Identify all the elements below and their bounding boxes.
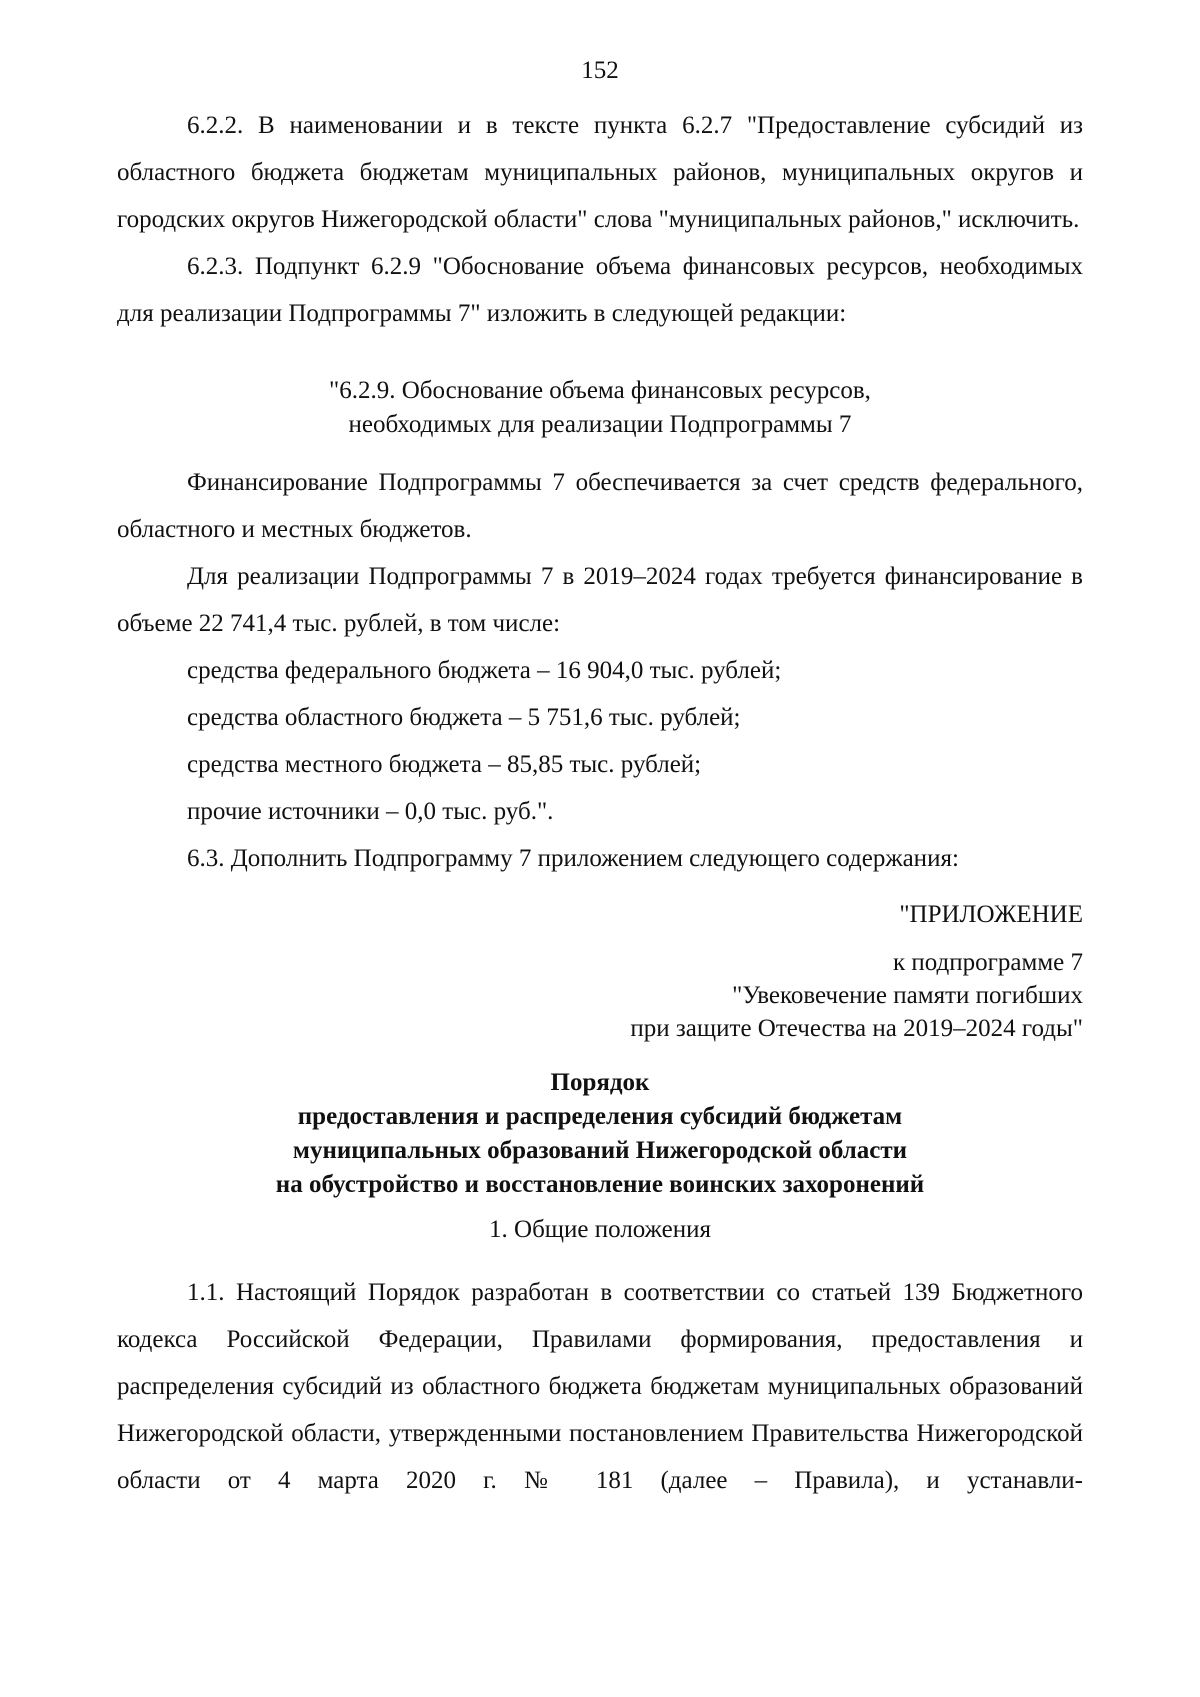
order-title-line-3: муниципальных образований Нижегородской области [292,1137,908,1164]
section-1-1-block [117,1269,1083,1504]
funding-item-regional: средства областного бюджета – 5 751,6 тыс. рублей; [187,704,741,731]
paragraph-total-funding: Для реализации Подпрограммы 7 в 2019–2024 годах требуется финансирование в объеме 22 741,4 тыс. рублей, в том числе: [117,563,1083,637]
quoted-heading [117,374,1083,442]
financing-block [117,459,1083,882]
paragraph-6-2-2: 6.2.2. В наименовании и в тексте пункта 6.2.7 "Предоставление субсидий из областного бюджета бюджетам муниципальных районов, муниципальных округов и городских округов Нижегородской области" слова "муниципальных районов," исключить. [117,112,1083,233]
quoted-heading-line-1: "6.2.9. Обоснование объема финансовых ресурсов, [329,377,871,404]
funding-item-other: прочие источники – 0,0 тыс. руб.". [187,798,554,825]
paragraph-6-2-3: 6.2.3. Подпункт 6.2.9 "Обоснование объема финансовых ресурсов, необходимых для реализации Подпрограммы 7" изложить в следующей редакции: [117,253,1083,327]
paragraph-financing: Финансирование Подпрограммы 7 обеспечивается за счет средств федерального, областного и местных бюджетов. [117,469,1083,543]
appendix-title: "ПРИЛОЖЕНИЕ [899,901,1083,928]
order-title-line-2: предоставления и распределения субсидий бюджетам [297,1103,903,1130]
appendix-line-1: к подпрограмме 7 [893,949,1083,976]
general-heading-wrap [117,1213,1083,1247]
order-title-line-1: Порядок [550,1069,650,1096]
order-title-line-4: на обустройство и восстановление воинских захоронений [275,1171,925,1198]
appendix-line-3: при защите Отечества на 2019–2024 годы" [630,1015,1083,1042]
funding-item-local: средства местного бюджета – 85,85 тыс. рублей; [187,751,702,778]
appendix-line-2: "Увековечение памяти погибших [732,982,1083,1009]
quoted-heading-line-2: необходимых для реализации Подпрограммы 7 [348,411,852,438]
paragraph-6-3: 6.3. Дополнить Подпрограмму 7 приложением следующего содержания: [187,845,959,872]
general-provisions-heading: 1. Общие положения [489,1216,711,1243]
funding-item-federal: средства федерального бюджета – 16 904,0 тыс. рублей; [187,657,782,684]
order-title [117,1066,1083,1202]
paragraph-1-1: 1.1. Настоящий Порядок разработан в соответствии со статьей 139 Бюджетного кодекса Российской Федерации, Правилами формирования, предоставления и распределения субсидий из областного бюджета бюджетам муниципальных образований Нижегородской области, утвержденными постановлением Правительства Нижегородской области от 4 марта 2020 г. № 181 (далее – Правила), и устанавли- [117,1279,1083,1494]
amendment-block [117,102,1083,337]
page-number: 152 [581,57,619,84]
appendix-caption [630,946,1083,1045]
